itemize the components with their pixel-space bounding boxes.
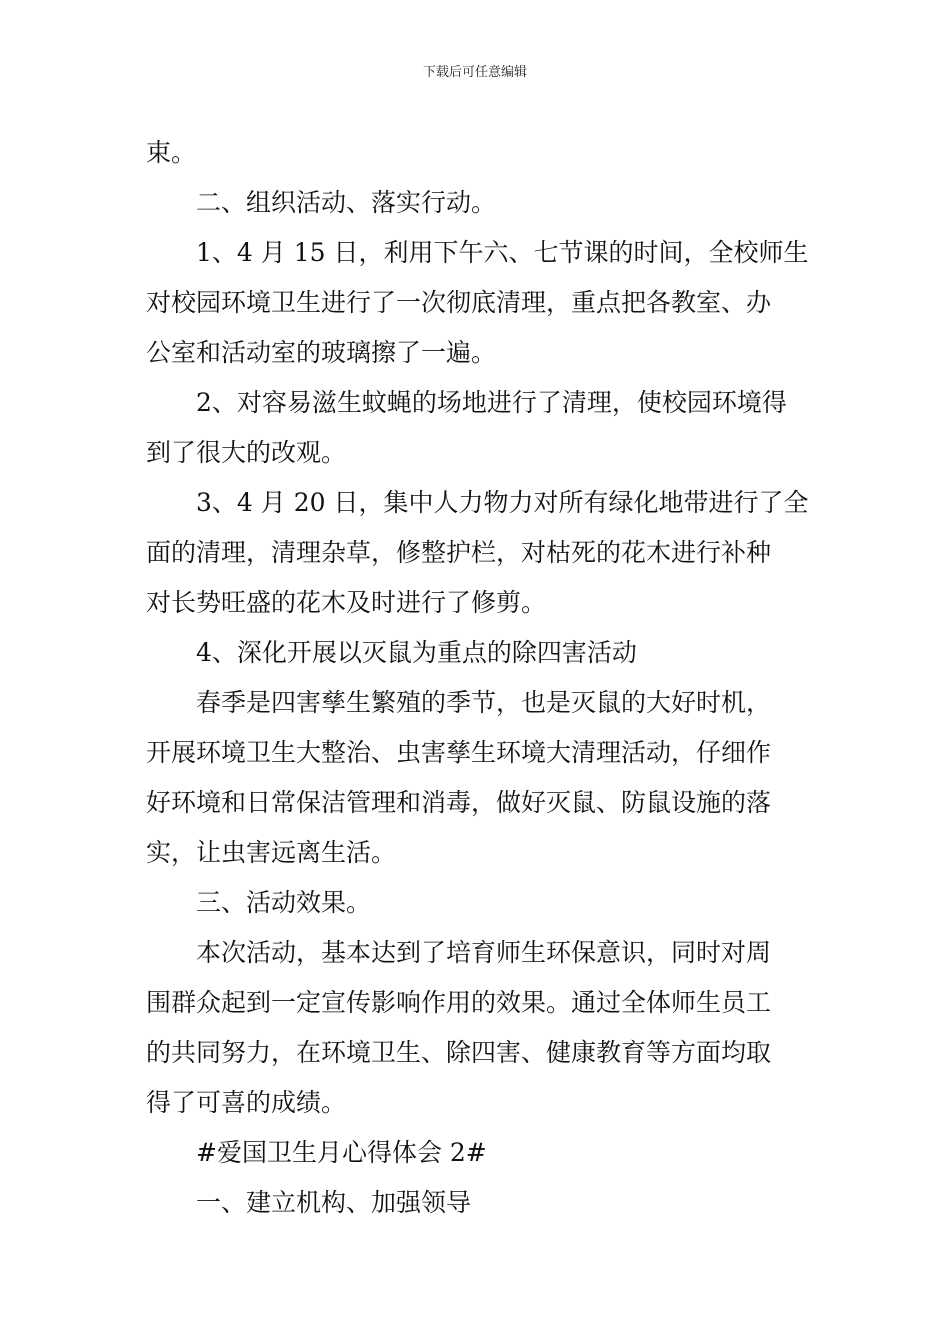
paragraph-line: 实，让虫害远离生活。 [146, 838, 397, 867]
paragraph-line: 公室和活动室的玻璃擦了一遍。 [146, 338, 497, 367]
section-heading: 二、组织活动、落实行动。 [196, 188, 497, 217]
paragraph-line: 对校园环境卫生进行了一次彻底清理，重点把各教室、办 [146, 288, 772, 317]
section-heading: 三、活动效果。 [196, 888, 372, 917]
paragraph-line: 开展环境卫生大整治、虫害孳生环境大清理活动，仔细作 [146, 738, 772, 767]
paragraph-line: 面的清理，清理杂草，修整护栏，对枯死的花木进行补种 [146, 538, 772, 567]
paragraph-line: 得了可喜的成绩。 [146, 1088, 347, 1117]
paragraph-line: 到了很大的改观。 [146, 438, 347, 467]
paragraph-line: 2、对容易滋生蚊蝇的场地进行了清理，使校园环境得 [196, 388, 787, 417]
paragraph-line: 束。 [146, 138, 197, 167]
page-header: 下载后可任意编辑 [422, 65, 527, 80]
section-heading: 一、建立机构、加强领导 [196, 1188, 472, 1217]
paragraph-line: 3、4 月 20 日，集中人力物力对所有绿化地带进行了全 [196, 488, 809, 517]
article-title: #爱国卫生月心得体会 2# [196, 1138, 487, 1167]
paragraph-line: 好环境和日常保洁管理和消毒，做好灭鼠、防鼠设施的落 [146, 788, 772, 817]
document-body [146, 128, 809, 1228]
paragraph-line: 春季是四害孳生繁殖的季节，也是灭鼠的大好时机， [196, 688, 772, 717]
paragraph-line: 本次活动，基本达到了培育师生环保意识，同时对周 [196, 938, 772, 967]
paragraph-line: 对长势旺盛的花木及时进行了修剪。 [146, 588, 547, 617]
paragraph-line: 4、深化开展以灭鼠为重点的除四害活动 [196, 638, 637, 667]
paragraph-line: 1、4 月 15 日，利用下午六、七节课的时间，全校师生 [196, 238, 809, 267]
paragraph-line: 的共同努力，在环境卫生、除四害、健康教育等方面均取 [146, 1038, 772, 1067]
paragraph-line: 围群众起到一定宣传影响作用的效果。通过全体师生员工 [146, 988, 772, 1017]
